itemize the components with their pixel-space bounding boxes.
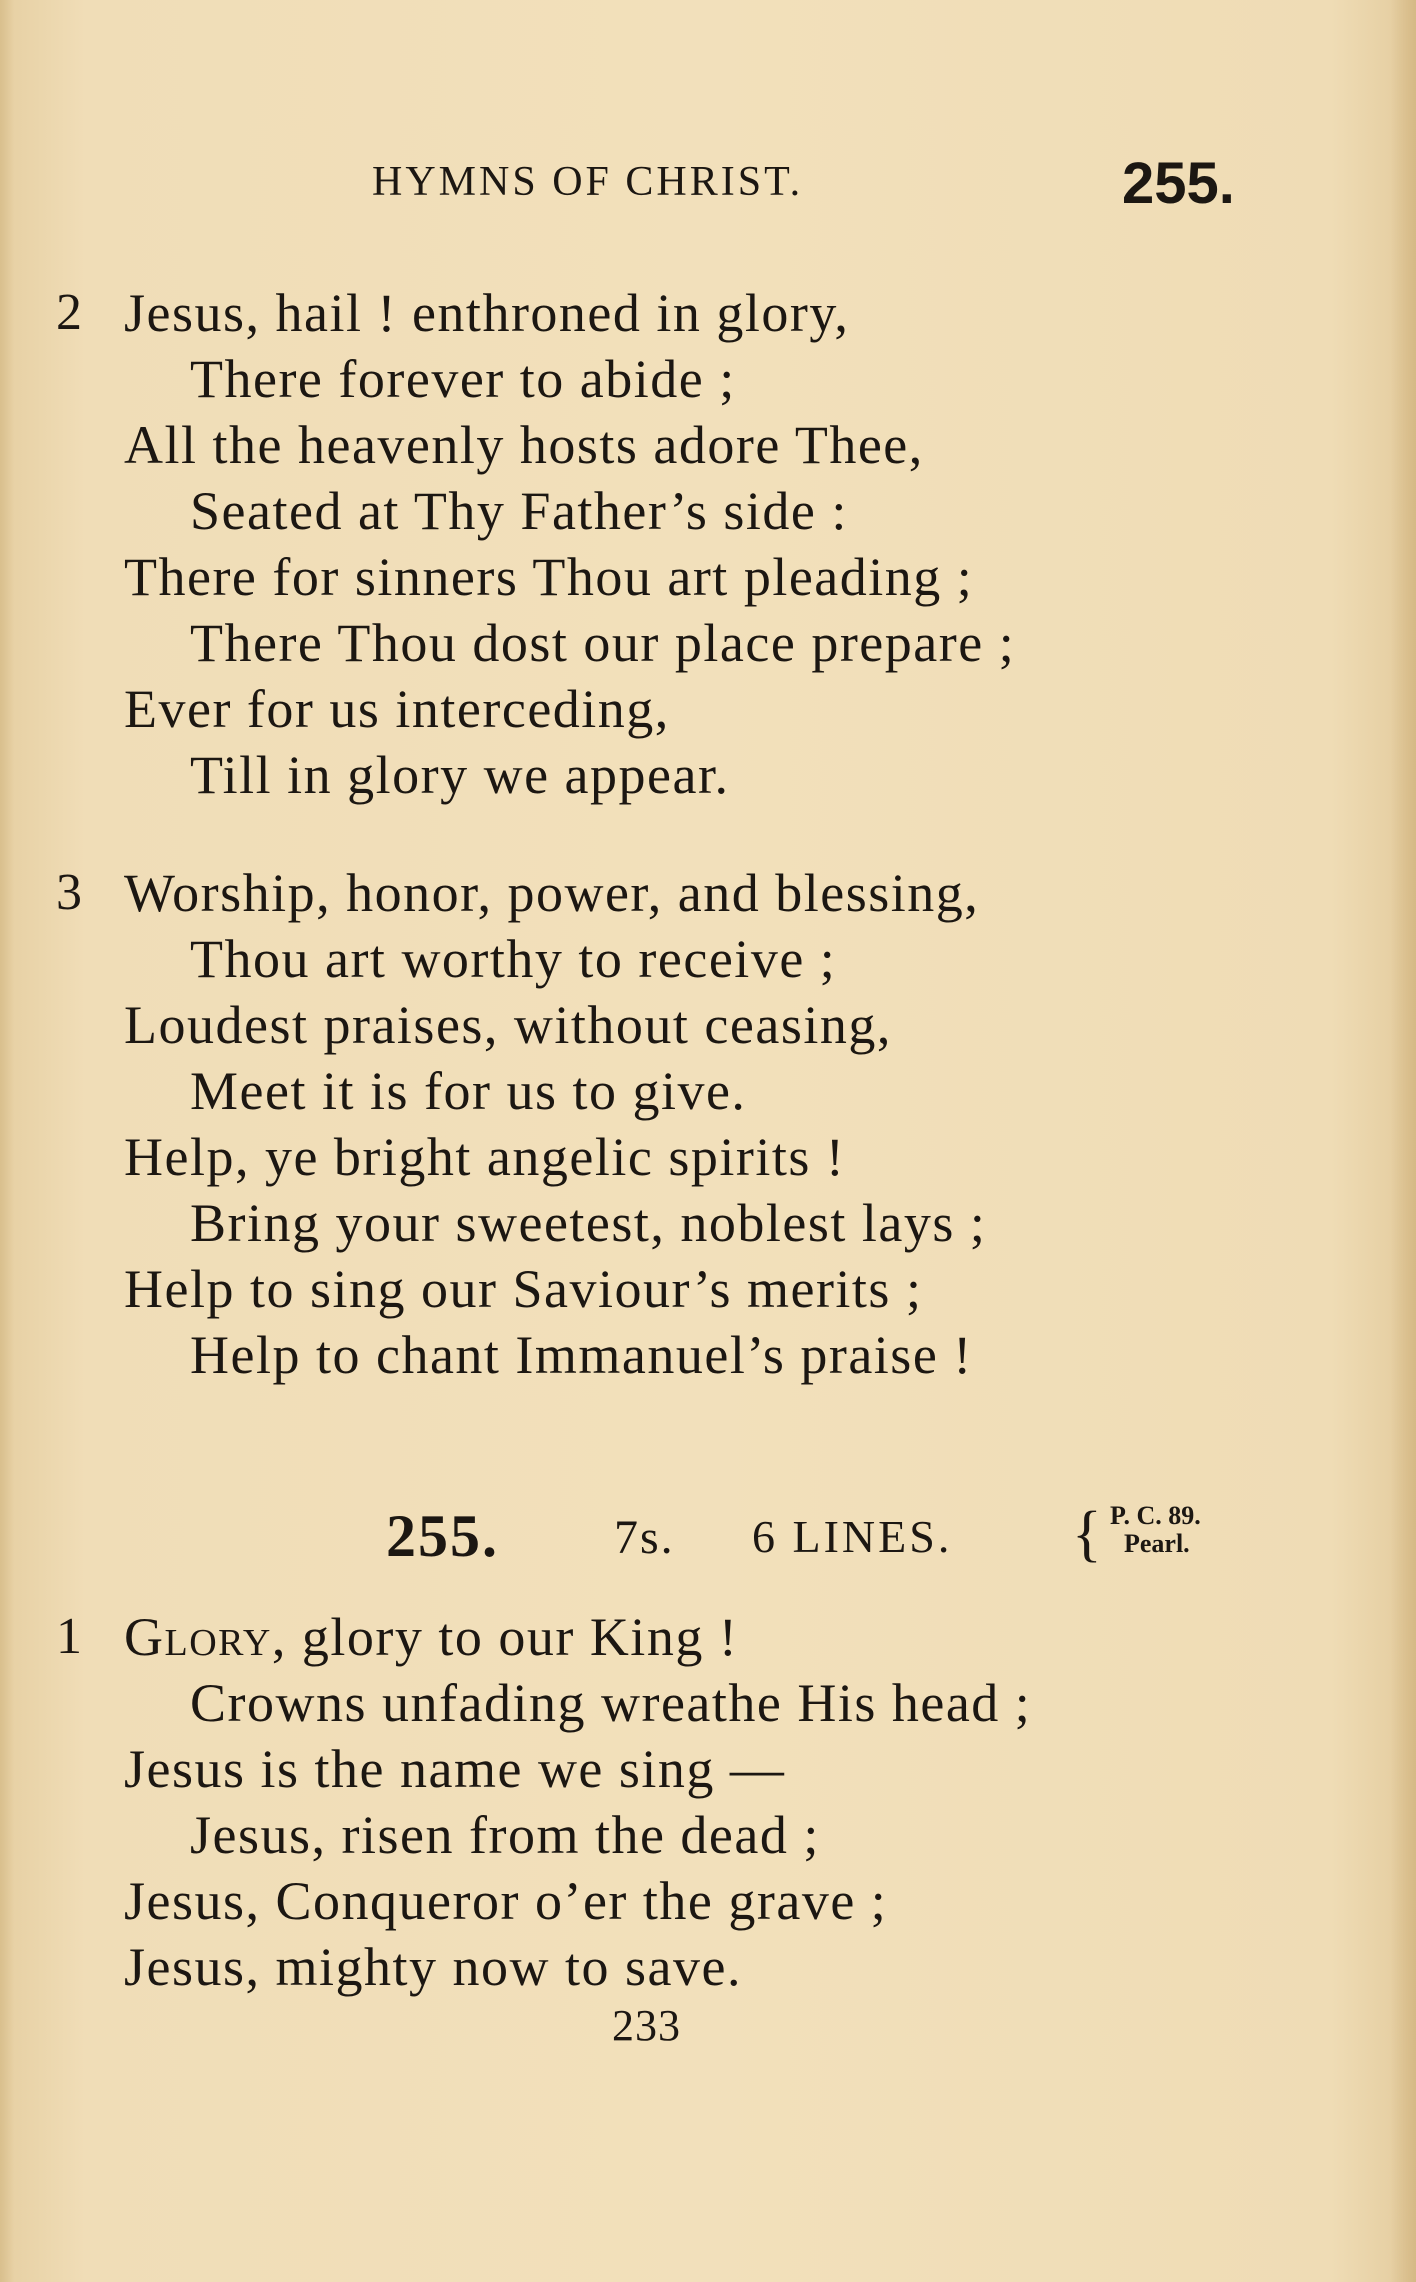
verse-line: Jesus, hail ! enthroned in glory, — [124, 283, 850, 343]
page-edge-left — [0, 0, 14, 2282]
header-hymn-number: 255. — [1122, 151, 1235, 216]
page-number-footer: 233 — [612, 2001, 681, 2050]
hymn-lines-count: 6 LINES. — [752, 1511, 953, 1562]
hymn-meter: 7s. — [614, 1511, 675, 1564]
verse-line: Jesus is the name we sing — — [124, 1739, 786, 1799]
verse-line: Jesus, mighty now to save. — [124, 1937, 742, 1997]
verse-line: There Thou dost our place prepare ; — [190, 613, 1016, 673]
verse-line: Bring your sweetest, noblest lays ; — [190, 1193, 987, 1253]
verse-line: Till in glory we appear. — [190, 745, 730, 805]
opening-word: Glory, — [124, 1607, 287, 1667]
verse-line: Thou art worthy to receive ; — [190, 929, 837, 989]
tune-references — [1110, 1502, 1201, 1558]
page-edge-right — [1390, 0, 1416, 2282]
verse-line: Ever for us interceding, — [124, 679, 670, 739]
opening-line-rest: glory to our King ! — [286, 1607, 739, 1667]
verse-line: Loudest praises, without ceasing, — [124, 995, 892, 1055]
stanza-number: 3 — [56, 864, 82, 921]
verse-line — [124, 1604, 738, 1670]
verse-line: There for sinners Thou art pleading ; — [124, 547, 974, 607]
verse-line: Worship, honor, power, and blessing, — [124, 863, 980, 923]
verse-line: All the heavenly hosts adore Thee, — [124, 415, 924, 475]
hymn-number: 255. — [386, 1503, 499, 1569]
tune-reference-1: P. C. 89. — [1110, 1501, 1201, 1530]
verse-line: Meet it is for us to give. — [190, 1061, 747, 1121]
tune-reference-2: Pearl. — [1124, 1529, 1190, 1558]
verse-line: There forever to abide ; — [190, 349, 736, 409]
verse-line: Jesus, risen from the dead ; — [190, 1805, 820, 1865]
stanza-number: 1 — [56, 1608, 82, 1665]
verse-line: Help to sing our Saviour’s merits ; — [124, 1259, 923, 1319]
verse-line: Jesus, Conqueror o’er the grave ; — [124, 1871, 888, 1931]
verse-line: Seated at Thy Father’s side : — [190, 481, 848, 541]
verse-line: Help, ye bright angelic spirits ! — [124, 1127, 846, 1187]
hymn-header — [0, 1502, 1416, 1572]
tune-brace: { — [1072, 1500, 1102, 1568]
verse-line: Crowns unfading wreathe His head ; — [190, 1673, 1032, 1733]
running-title: HYMNS OF CHRIST. — [372, 159, 804, 205]
verse-line: Help to chant Immanuel’s praise ! — [190, 1325, 973, 1385]
stanza-number: 2 — [56, 284, 82, 341]
